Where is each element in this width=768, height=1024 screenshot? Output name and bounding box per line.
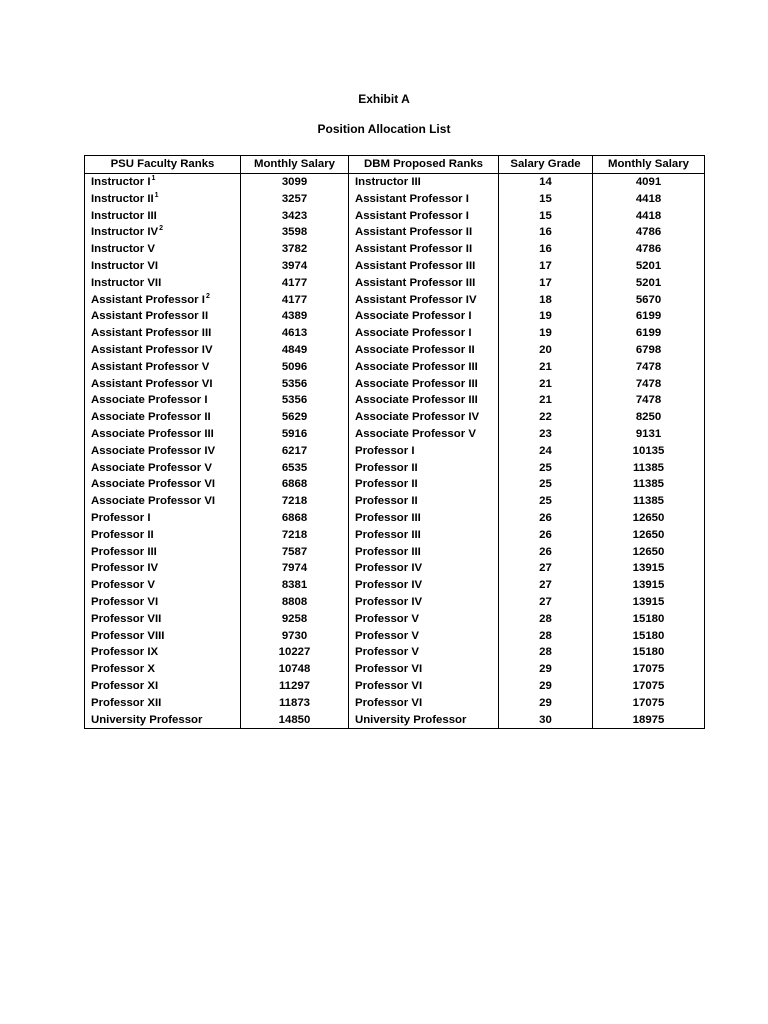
dbm-monthly-salary-cell: 11385 <box>593 493 705 510</box>
dbm-rank-cell: Instructor III <box>349 174 499 191</box>
psu-rank-text: Associate Professor VI <box>91 495 216 508</box>
dbm-monthly-salary-cell: 11385 <box>593 476 705 493</box>
salary-grade-cell: 28 <box>499 611 593 628</box>
psu-rank-cell <box>85 275 241 292</box>
psu-rank-text: Instructor III <box>91 209 157 222</box>
dbm-monthly-salary-cell: 17075 <box>593 661 705 678</box>
psu-rank-cell <box>85 292 241 309</box>
table-row <box>85 359 705 376</box>
dbm-monthly-salary-cell: 4786 <box>593 224 705 241</box>
dbm-monthly-salary-cell: 15180 <box>593 628 705 645</box>
psu-rank-text: Instructor VI <box>91 259 159 272</box>
psu-rank-cell <box>85 493 241 510</box>
psu-monthly-salary-cell: 5356 <box>241 392 349 409</box>
column-header-dbm-proposed-ranks: DBM Proposed Ranks <box>349 156 499 174</box>
psu-rank-text: Assistant Professor VI <box>91 377 213 390</box>
dbm-rank-cell: Assistant Professor III <box>349 275 499 292</box>
dbm-rank-cell: Professor II <box>349 493 499 510</box>
table-row <box>85 292 705 309</box>
salary-grade-cell: 29 <box>499 661 593 678</box>
psu-rank-cell <box>85 628 241 645</box>
psu-rank-text: Associate Professor III <box>91 427 214 440</box>
dbm-rank-cell: Assistant Professor I <box>349 208 499 225</box>
dbm-monthly-salary-cell: 5201 <box>593 275 705 292</box>
dbm-rank-cell: Assistant Professor II <box>349 241 499 258</box>
dbm-monthly-salary-cell: 13915 <box>593 594 705 611</box>
salary-grade-cell: 28 <box>499 628 593 645</box>
psu-rank-cell <box>85 308 241 325</box>
psu-rank-cell <box>85 376 241 393</box>
table-row <box>85 611 705 628</box>
psu-rank-text: Professor V <box>91 579 155 592</box>
dbm-rank-cell: Associate Professor III <box>349 359 499 376</box>
dbm-rank-cell: Professor III <box>349 544 499 561</box>
psu-monthly-salary-cell: 7587 <box>241 544 349 561</box>
psu-rank-text: Assistant Professor V <box>91 360 210 373</box>
psu-rank-cell <box>85 560 241 577</box>
salary-grade-cell: 20 <box>499 342 593 359</box>
dbm-monthly-salary-cell: 4091 <box>593 174 705 191</box>
psu-rank-text: Assistant Professor III <box>91 327 212 340</box>
psu-rank-text: Associate Professor V <box>91 461 212 474</box>
table-row <box>85 241 705 258</box>
psu-rank-text: Associate Professor I <box>91 394 208 407</box>
dbm-rank-cell: Professor II <box>349 476 499 493</box>
psu-monthly-salary-cell: 3782 <box>241 241 349 258</box>
psu-monthly-salary-cell: 10748 <box>241 661 349 678</box>
dbm-monthly-salary-cell: 15180 <box>593 611 705 628</box>
psu-rank-cell <box>85 527 241 544</box>
dbm-monthly-salary-cell: 6798 <box>593 342 705 359</box>
salary-grade-cell: 22 <box>499 409 593 426</box>
column-header-psu-faculty-ranks: PSU Faculty Ranks <box>85 156 241 174</box>
dbm-rank-cell: Professor IV <box>349 560 499 577</box>
dbm-rank-cell: Associate Professor I <box>349 308 499 325</box>
psu-monthly-salary-cell: 5629 <box>241 409 349 426</box>
psu-rank-cell <box>85 476 241 493</box>
dbm-rank-cell: Assistant Professor II <box>349 224 499 241</box>
dbm-monthly-salary-cell: 10135 <box>593 443 705 460</box>
dbm-monthly-salary-cell: 15180 <box>593 644 705 661</box>
dbm-rank-cell: Associate Professor III <box>349 392 499 409</box>
psu-monthly-salary-cell: 8381 <box>241 577 349 594</box>
table-row <box>85 644 705 661</box>
position-allocation-table <box>84 155 705 729</box>
table-row <box>85 443 705 460</box>
salary-grade-cell: 26 <box>499 527 593 544</box>
dbm-monthly-salary-cell: 4418 <box>593 208 705 225</box>
psu-rank-cell <box>85 191 241 208</box>
column-header-psu-monthly-salary: Monthly Salary <box>241 156 349 174</box>
dbm-rank-cell: Professor I <box>349 443 499 460</box>
salary-grade-cell: 30 <box>499 712 593 729</box>
psu-rank-text: Professor VI <box>91 595 159 608</box>
dbm-monthly-salary-cell: 9131 <box>593 426 705 443</box>
dbm-rank-cell: Associate Professor IV <box>349 409 499 426</box>
dbm-rank-cell: University Professor <box>349 712 499 729</box>
table-header-row <box>85 156 705 174</box>
table-row <box>85 628 705 645</box>
salary-grade-cell: 27 <box>499 577 593 594</box>
salary-grade-cell: 17 <box>499 275 593 292</box>
psu-rank-text: Instructor VII <box>91 276 162 289</box>
psu-rank-cell <box>85 577 241 594</box>
psu-monthly-salary-cell: 3598 <box>241 224 349 241</box>
table-row <box>85 510 705 527</box>
psu-monthly-salary-cell: 14850 <box>241 712 349 729</box>
salary-grade-cell: 23 <box>499 426 593 443</box>
table-row <box>85 527 705 544</box>
psu-rank-text: Assistant Professor II <box>91 310 209 323</box>
dbm-monthly-salary-cell: 12650 <box>593 510 705 527</box>
dbm-rank-cell: Professor IV <box>349 577 499 594</box>
psu-monthly-salary-cell: 6535 <box>241 460 349 477</box>
psu-rank-cell <box>85 208 241 225</box>
salary-grade-cell: 27 <box>499 594 593 611</box>
table-row <box>85 460 705 477</box>
psu-monthly-salary-cell: 8808 <box>241 594 349 611</box>
psu-rank-text: Professor VIII <box>91 629 165 642</box>
salary-grade-cell: 29 <box>499 695 593 712</box>
psu-monthly-salary-cell: 5096 <box>241 359 349 376</box>
psu-monthly-salary-cell: 9730 <box>241 628 349 645</box>
table-row <box>85 476 705 493</box>
psu-rank-text: Professor XII <box>91 696 162 709</box>
table-row <box>85 426 705 443</box>
dbm-monthly-salary-cell: 17075 <box>593 678 705 695</box>
salary-grade-cell: 21 <box>499 376 593 393</box>
salary-grade-cell: 21 <box>499 392 593 409</box>
psu-monthly-salary-cell: 4613 <box>241 325 349 342</box>
table-row <box>85 208 705 225</box>
psu-rank-text: Instructor V <box>91 243 155 256</box>
psu-monthly-salary-cell: 4177 <box>241 292 349 309</box>
table-row <box>85 712 705 729</box>
dbm-monthly-salary-cell: 13915 <box>593 560 705 577</box>
dbm-rank-cell: Professor III <box>349 527 499 544</box>
table-row <box>85 325 705 342</box>
table-row <box>85 544 705 561</box>
dbm-monthly-salary-cell: 4786 <box>593 241 705 258</box>
salary-grade-cell: 25 <box>499 460 593 477</box>
salary-grade-cell: 16 <box>499 224 593 241</box>
psu-rank-cell <box>85 594 241 611</box>
psu-monthly-salary-cell: 7218 <box>241 493 349 510</box>
psu-monthly-salary-cell: 4389 <box>241 308 349 325</box>
column-header-salary-grade: Salary Grade <box>499 156 593 174</box>
psu-rank-text: Instructor IV <box>91 226 159 239</box>
psu-monthly-salary-cell: 6868 <box>241 476 349 493</box>
psu-rank-cell <box>85 359 241 376</box>
dbm-rank-cell: Professor II <box>349 460 499 477</box>
psu-rank-text: Assistant Professor IV <box>91 343 213 356</box>
psu-monthly-salary-cell: 7218 <box>241 527 349 544</box>
salary-grade-cell: 17 <box>499 258 593 275</box>
psu-rank-text: Professor X <box>91 663 155 676</box>
psu-rank-text: Assistant Professor I <box>91 293 205 306</box>
psu-rank-text: University Professor <box>91 713 203 726</box>
dbm-rank-cell: Assistant Professor III <box>349 258 499 275</box>
psu-monthly-salary-cell: 9258 <box>241 611 349 628</box>
psu-rank-cell <box>85 409 241 426</box>
psu-rank-text: Associate Professor II <box>91 411 211 424</box>
dbm-rank-cell: Assistant Professor I <box>349 191 499 208</box>
psu-rank-cell <box>85 661 241 678</box>
psu-monthly-salary-cell: 3257 <box>241 191 349 208</box>
dbm-monthly-salary-cell: 18975 <box>593 712 705 729</box>
psu-rank-text: Professor III <box>91 545 157 558</box>
psu-rank-cell <box>85 325 241 342</box>
psu-rank-text: Associate Professor VI <box>91 478 216 491</box>
psu-monthly-salary-cell: 6868 <box>241 510 349 527</box>
salary-grade-cell: 15 <box>499 208 593 225</box>
dbm-monthly-salary-cell: 8250 <box>593 409 705 426</box>
table-row <box>85 661 705 678</box>
dbm-monthly-salary-cell: 5201 <box>593 258 705 275</box>
dbm-monthly-salary-cell: 6199 <box>593 325 705 342</box>
psu-rank-text: Associate Professor IV <box>91 444 216 457</box>
dbm-monthly-salary-cell: 6199 <box>593 308 705 325</box>
salary-grade-cell: 28 <box>499 644 593 661</box>
dbm-monthly-salary-cell: 7478 <box>593 392 705 409</box>
psu-rank-cell <box>85 443 241 460</box>
salary-grade-cell: 16 <box>499 241 593 258</box>
psu-rank-text: Instructor I <box>91 176 151 188</box>
dbm-rank-cell: Professor V <box>349 644 499 661</box>
salary-grade-cell: 14 <box>499 174 593 191</box>
table-row <box>85 493 705 510</box>
psu-monthly-salary-cell: 6217 <box>241 443 349 460</box>
salary-grade-cell: 15 <box>499 191 593 208</box>
salary-grade-cell: 26 <box>499 544 593 561</box>
table-row <box>85 308 705 325</box>
psu-monthly-salary-cell: 5916 <box>241 426 349 443</box>
psu-rank-cell <box>85 258 241 275</box>
psu-rank-cell <box>85 174 241 191</box>
psu-rank-cell <box>85 426 241 443</box>
psu-rank-cell <box>85 695 241 712</box>
psu-rank-cell <box>85 644 241 661</box>
psu-rank-cell <box>85 342 241 359</box>
dbm-rank-cell: Professor VI <box>349 678 499 695</box>
dbm-monthly-salary-cell: 11385 <box>593 460 705 477</box>
psu-monthly-salary-cell: 11873 <box>241 695 349 712</box>
psu-rank-cell <box>85 241 241 258</box>
table-row <box>85 594 705 611</box>
table-row <box>85 258 705 275</box>
psu-rank-cell <box>85 224 241 241</box>
dbm-rank-cell: Professor IV <box>349 594 499 611</box>
table-row <box>85 342 705 359</box>
psu-rank-cell <box>85 712 241 729</box>
psu-monthly-salary-cell: 3974 <box>241 258 349 275</box>
dbm-rank-cell: Professor III <box>349 510 499 527</box>
psu-rank-text: Professor VII <box>91 612 162 625</box>
dbm-rank-cell: Professor VI <box>349 695 499 712</box>
psu-rank-text: Professor I <box>91 511 151 524</box>
dbm-monthly-salary-cell: 12650 <box>593 527 705 544</box>
table-row <box>85 224 705 241</box>
psu-rank-text: Instructor II <box>91 192 154 205</box>
psu-rank-cell <box>85 678 241 695</box>
psu-rank-cell <box>85 611 241 628</box>
dbm-rank-cell: Professor V <box>349 611 499 628</box>
salary-grade-cell: 19 <box>499 325 593 342</box>
psu-monthly-salary-cell: 11297 <box>241 678 349 695</box>
psu-rank-cell <box>85 392 241 409</box>
psu-monthly-salary-cell: 7974 <box>241 560 349 577</box>
salary-grade-cell: 21 <box>499 359 593 376</box>
footnote-marker: 2 <box>205 292 210 300</box>
dbm-monthly-salary-cell: 5670 <box>593 292 705 309</box>
salary-grade-cell: 25 <box>499 476 593 493</box>
psu-rank-cell <box>85 460 241 477</box>
dbm-monthly-salary-cell: 17075 <box>593 695 705 712</box>
dbm-rank-cell: Associate Professor III <box>349 376 499 393</box>
dbm-monthly-salary-cell: 7478 <box>593 359 705 376</box>
table-row <box>85 174 705 191</box>
table-row <box>85 191 705 208</box>
psu-rank-text: Professor XI <box>91 679 159 692</box>
psu-monthly-salary-cell: 3423 <box>241 208 349 225</box>
salary-grade-cell: 25 <box>499 493 593 510</box>
psu-monthly-salary-cell: 3099 <box>241 174 349 191</box>
salary-grade-cell: 18 <box>499 292 593 309</box>
exhibit-label: Exhibit A <box>358 92 410 106</box>
salary-grade-cell: 19 <box>499 308 593 325</box>
psu-monthly-salary-cell: 10227 <box>241 644 349 661</box>
psu-rank-text: Professor IX <box>91 646 159 659</box>
salary-grade-cell: 24 <box>499 443 593 460</box>
dbm-rank-cell: Assistant Professor IV <box>349 292 499 309</box>
dbm-rank-cell: Professor VI <box>349 661 499 678</box>
dbm-rank-cell: Associate Professor II <box>349 342 499 359</box>
dbm-rank-cell: Associate Professor I <box>349 325 499 342</box>
table-row <box>85 409 705 426</box>
table-row <box>85 275 705 292</box>
page-title: Position Allocation List <box>317 122 451 136</box>
psu-rank-text: Professor IV <box>91 562 159 575</box>
dbm-monthly-salary-cell: 4418 <box>593 191 705 208</box>
footnote-marker: 1 <box>151 175 156 182</box>
table-row <box>85 560 705 577</box>
table-row <box>85 577 705 594</box>
column-header-dbm-monthly-salary: Monthly Salary <box>593 156 705 174</box>
psu-rank-cell <box>85 510 241 527</box>
psu-rank-cell <box>85 544 241 561</box>
psu-monthly-salary-cell: 5356 <box>241 376 349 393</box>
dbm-monthly-salary-cell: 12650 <box>593 544 705 561</box>
table-row <box>85 678 705 695</box>
psu-monthly-salary-cell: 4177 <box>241 275 349 292</box>
table-row <box>85 695 705 712</box>
dbm-rank-cell: Professor V <box>349 628 499 645</box>
psu-monthly-salary-cell: 4849 <box>241 342 349 359</box>
dbm-rank-cell: Associate Professor V <box>349 426 499 443</box>
dbm-monthly-salary-cell: 7478 <box>593 376 705 393</box>
footnote-marker: 1 <box>154 191 159 199</box>
table-row <box>85 392 705 409</box>
salary-grade-cell: 27 <box>499 560 593 577</box>
salary-grade-cell: 29 <box>499 678 593 695</box>
table-row <box>85 376 705 393</box>
dbm-monthly-salary-cell: 13915 <box>593 577 705 594</box>
salary-grade-cell: 26 <box>499 510 593 527</box>
footnote-marker: 2 <box>159 225 163 233</box>
psu-rank-text: Professor II <box>91 528 154 541</box>
